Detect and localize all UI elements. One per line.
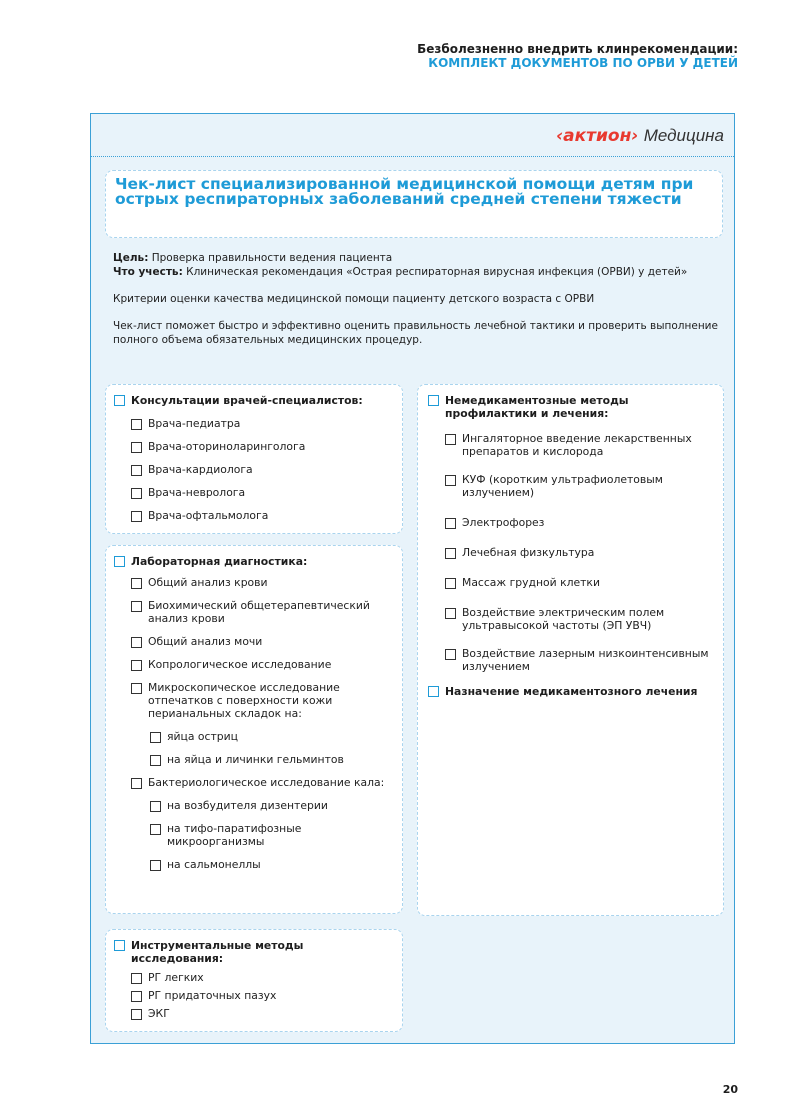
item-checkbox[interactable] <box>150 801 161 812</box>
checklist-item: Воздействие лазерным низкоинтенсивным излучением <box>445 647 715 673</box>
checklist-item: КУФ (коротким ультрафиолетовым излучением) <box>445 473 715 499</box>
item-checkbox[interactable] <box>131 778 142 789</box>
item-checkbox[interactable] <box>445 548 456 559</box>
section-header <box>114 939 394 965</box>
item-checkbox[interactable] <box>131 465 142 476</box>
section-checkbox[interactable] <box>114 395 125 406</box>
checklist-item: Врача-невролога <box>131 486 394 499</box>
section-checkbox[interactable] <box>428 395 439 406</box>
checklist-item: Микроскопическое исследование отпечатков с поверхности кожи перианальных складок на: <box>131 681 394 720</box>
item-checkbox[interactable] <box>445 578 456 589</box>
document-header <box>417 42 738 70</box>
goal-text: Проверка правильности ведения пациента <box>151 252 393 264</box>
checklist-subitem: на яйца и личинки гельминтов <box>150 753 394 766</box>
section-instrumental <box>105 929 403 1032</box>
section-title: Назначение медикаментозного лечения <box>445 685 698 698</box>
item-checkbox[interactable] <box>150 824 161 835</box>
checklist-subitem: на возбудителя дизентерии <box>150 799 394 812</box>
divider <box>91 156 734 157</box>
checklist-item: Общий анализ крови <box>131 576 394 589</box>
consider-text: Клиническая рекомендация «Острая респираторная вирусная инфекция (ОРВИ) у детей» <box>186 266 688 278</box>
checklist-item: Врача-педиатра <box>131 417 394 430</box>
item-checkbox[interactable] <box>131 419 142 430</box>
brand-product-name: Медицина <box>643 126 724 145</box>
checklist-item: Воздействие электрическим полем ультравысокой частоты (ЭП УВЧ) <box>445 606 715 632</box>
item-checkbox[interactable] <box>131 660 142 671</box>
checklist-item: Электрофорез <box>445 516 715 529</box>
item-checkbox[interactable] <box>131 683 142 694</box>
item-checkbox[interactable] <box>445 475 456 486</box>
item-checkbox[interactable] <box>131 1009 142 1020</box>
item-checkbox[interactable] <box>150 732 161 743</box>
item-checkbox[interactable] <box>131 488 142 499</box>
checklist-item: Врача-оториноларинголога <box>131 440 394 453</box>
checklist-subitem: на тифо-паратифозные микроорганизмы <box>150 822 394 848</box>
page-title: Чек-лист специализированной медицинской помощи детям при острых респираторных заболеваний средней степени тяжести <box>115 175 694 208</box>
checklist-subitem: яйца остриц <box>150 730 394 743</box>
item-checkbox[interactable] <box>131 973 142 984</box>
brand-logo <box>556 126 724 146</box>
brand-logo-mark: ‹актион› <box>556 126 639 146</box>
checklist-item: РГ легких <box>131 971 394 984</box>
checklist-item: РГ придаточных пазух <box>131 989 394 1002</box>
checklist-item: Врача-офтальмолога <box>131 509 394 522</box>
section-consultations <box>105 384 403 534</box>
section-header <box>114 394 394 407</box>
criteria-text: Критерии оценки качества медицинской помощи пациенту детского возраста с ОРВИ <box>113 293 595 305</box>
section-title: Немедикаментозные методы профилактики и лечения: <box>445 394 629 420</box>
section-title: Консультации врачей-специалистов: <box>131 394 363 407</box>
title-box <box>105 170 723 238</box>
section-checkbox[interactable] <box>114 556 125 567</box>
checklist-item: ЭКГ <box>131 1007 394 1020</box>
checklist-item: Бактериологическое исследование кала: <box>131 776 394 789</box>
help-text: Чек-лист поможет быстро и эффективно оценить правильность лечебной тактики и проверить выполнение полного объема обязательных медицинских процедур. <box>113 320 718 346</box>
section-title: Лабораторная диагностика: <box>131 555 308 568</box>
page-number: 20 <box>722 1083 738 1096</box>
item-checkbox[interactable] <box>131 637 142 648</box>
section-checkbox[interactable] <box>428 686 439 697</box>
item-checkbox[interactable] <box>131 601 142 612</box>
item-checkbox[interactable] <box>131 578 142 589</box>
checklist-item: Ингаляторное введение лекарственных препаратов и кислорода <box>445 432 715 458</box>
section-title: Инструментальные методы исследования: <box>131 939 304 965</box>
checklist-item: Лечебная физкультура <box>445 546 715 559</box>
consider-label: Что учесть: <box>113 266 183 278</box>
goal-label: Цель: <box>113 252 149 264</box>
checklist-item: Врача-кардиолога <box>131 463 394 476</box>
section-non-drug <box>417 384 724 916</box>
item-checkbox[interactable] <box>445 608 456 619</box>
checklist-item: Биохимический общетерапевтический анализ крови <box>131 599 394 625</box>
section-header <box>428 394 715 420</box>
checklist-subitem: на сальмонеллы <box>150 858 394 871</box>
section-header <box>114 555 394 568</box>
item-checkbox[interactable] <box>445 649 456 660</box>
item-checkbox[interactable] <box>131 442 142 453</box>
item-checkbox[interactable] <box>445 434 456 445</box>
item-checkbox[interactable] <box>150 860 161 871</box>
item-checkbox[interactable] <box>445 518 456 529</box>
section-lab <box>105 545 403 914</box>
checklist-panel <box>90 113 735 1044</box>
checklist-item: Массаж грудной клетки <box>445 576 715 589</box>
section-header-drug <box>428 685 715 698</box>
checklist-item: Общий анализ мочи <box>131 635 394 648</box>
checklist-item: Копрологическое исследование <box>131 658 394 671</box>
item-checkbox[interactable] <box>131 991 142 1002</box>
intro-block <box>113 251 721 347</box>
item-checkbox[interactable] <box>131 511 142 522</box>
section-checkbox[interactable] <box>114 940 125 951</box>
item-checkbox[interactable] <box>150 755 161 766</box>
header-line-2: КОМПЛЕКТ ДОКУМЕНТОВ ПО ОРВИ У ДЕТЕЙ <box>428 56 738 70</box>
header-line-1: Безболезненно внедрить клинрекомендации: <box>417 42 738 56</box>
